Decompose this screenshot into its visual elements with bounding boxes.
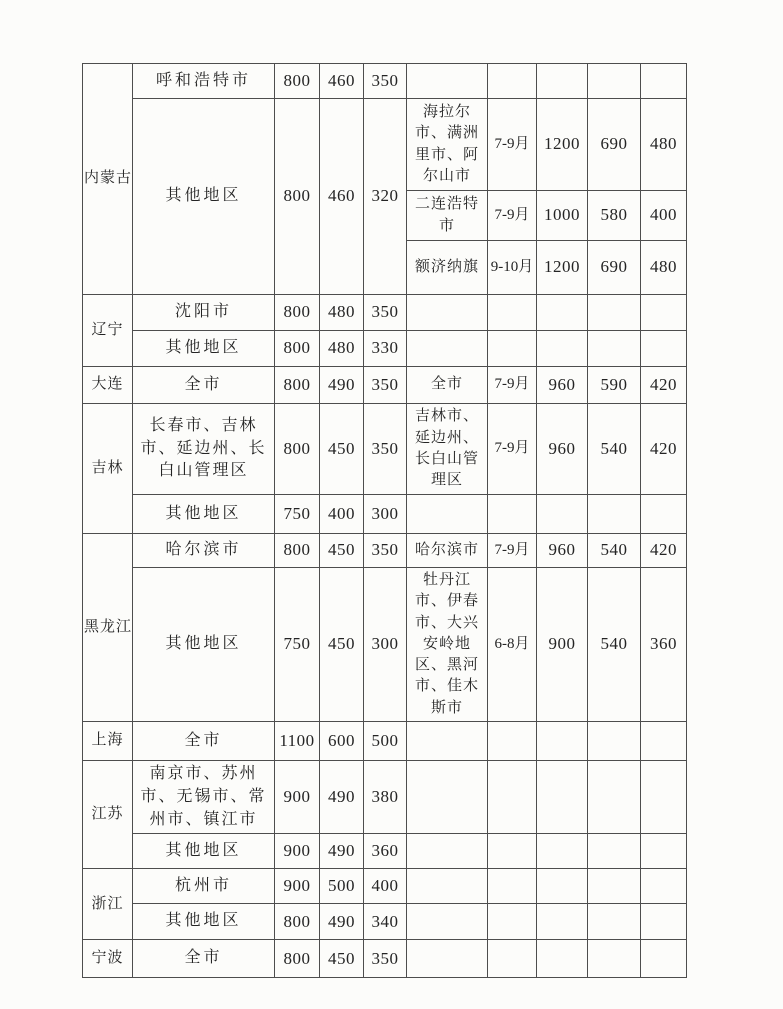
empty-cell [588, 64, 641, 99]
empty-cell [407, 722, 488, 761]
province-cell: 吉林 [83, 404, 133, 534]
empty-cell [537, 869, 588, 904]
region-cell: 其他地区 [133, 834, 275, 869]
empty-cell [641, 495, 687, 534]
price-cell: 450 [320, 940, 364, 978]
price-cell: 450 [320, 404, 364, 495]
province-cell: 辽宁 [83, 295, 133, 367]
price-cell: 490 [320, 834, 364, 869]
empty-cell [488, 834, 537, 869]
price-cell: 450 [320, 568, 364, 722]
peak-region-cell: 额济纳旗 [407, 241, 488, 295]
price-cell: 960 [537, 404, 588, 495]
province-cell: 浙江 [83, 869, 133, 940]
empty-cell [588, 834, 641, 869]
empty-cell [407, 869, 488, 904]
empty-cell [407, 940, 488, 978]
price-cell: 330 [364, 331, 407, 367]
table-row [83, 99, 687, 191]
empty-cell [488, 331, 537, 367]
price-cell: 800 [275, 940, 320, 978]
season-cell: 7-9月 [488, 404, 537, 495]
price-cell: 800 [275, 367, 320, 404]
empty-cell [588, 761, 641, 834]
price-cell: 1200 [537, 241, 588, 295]
region-cell: 哈尔滨市 [133, 534, 275, 568]
table-row [83, 940, 687, 978]
empty-cell [588, 869, 641, 904]
price-cell: 360 [364, 834, 407, 869]
province-cell: 黑龙江 [83, 534, 133, 722]
price-cell: 800 [275, 904, 320, 940]
empty-cell [641, 295, 687, 331]
empty-cell [537, 834, 588, 869]
season-cell: 7-9月 [488, 534, 537, 568]
price-cell: 480 [641, 99, 687, 191]
empty-cell [641, 834, 687, 869]
price-cell: 350 [364, 367, 407, 404]
province-cell: 江苏 [83, 761, 133, 869]
empty-cell [407, 64, 488, 99]
region-cell: 全市 [133, 940, 275, 978]
price-cell: 350 [364, 940, 407, 978]
price-cell: 540 [588, 568, 641, 722]
price-cell: 580 [588, 191, 641, 241]
empty-cell [488, 64, 537, 99]
price-cell: 350 [364, 534, 407, 568]
price-cell: 460 [320, 64, 364, 99]
empty-cell [588, 295, 641, 331]
table-row [83, 295, 687, 331]
peak-region-cell: 全市 [407, 367, 488, 404]
price-cell: 460 [320, 99, 364, 295]
empty-cell [588, 722, 641, 761]
table-row [83, 568, 687, 722]
region-cell: 长春市、吉林市、延边州、长白山管理区 [133, 404, 275, 495]
season-cell: 9-10月 [488, 241, 537, 295]
table-row [83, 404, 687, 495]
empty-cell [641, 904, 687, 940]
table-row [83, 904, 687, 940]
price-cell: 490 [320, 904, 364, 940]
empty-cell [407, 495, 488, 534]
peak-region-cell: 牡丹江市、伊春市、大兴安岭地区、黑河市、佳木斯市 [407, 568, 488, 722]
province-cell: 宁波 [83, 940, 133, 978]
empty-cell [537, 722, 588, 761]
rate-table [82, 63, 687, 978]
empty-cell [488, 761, 537, 834]
price-cell: 350 [364, 295, 407, 331]
price-cell: 350 [364, 404, 407, 495]
price-cell: 690 [588, 99, 641, 191]
table-row [83, 869, 687, 904]
empty-cell [641, 940, 687, 978]
empty-cell [641, 722, 687, 761]
price-cell: 900 [275, 761, 320, 834]
price-cell: 800 [275, 99, 320, 295]
empty-cell [488, 295, 537, 331]
peak-region-cell: 二连浩特市 [407, 191, 488, 241]
empty-cell [641, 761, 687, 834]
price-cell: 540 [588, 534, 641, 568]
price-cell: 900 [537, 568, 588, 722]
empty-cell [488, 904, 537, 940]
region-cell: 其他地区 [133, 904, 275, 940]
table-row [83, 834, 687, 869]
table-row [83, 495, 687, 534]
price-cell: 800 [275, 534, 320, 568]
price-cell: 960 [537, 534, 588, 568]
price-cell: 750 [275, 568, 320, 722]
region-cell: 沈阳市 [133, 295, 275, 331]
empty-cell [407, 295, 488, 331]
empty-cell [537, 904, 588, 940]
empty-cell [488, 869, 537, 904]
empty-cell [537, 64, 588, 99]
price-cell: 1100 [275, 722, 320, 761]
empty-cell [641, 869, 687, 904]
price-cell: 800 [275, 404, 320, 495]
price-cell: 420 [641, 534, 687, 568]
price-cell: 600 [320, 722, 364, 761]
empty-cell [537, 940, 588, 978]
region-cell: 其他地区 [133, 331, 275, 367]
region-cell: 全市 [133, 367, 275, 404]
price-cell: 340 [364, 904, 407, 940]
region-cell: 南京市、苏州市、无锡市、常州市、镇江市 [133, 761, 275, 834]
region-cell: 全市 [133, 722, 275, 761]
empty-cell [588, 940, 641, 978]
price-cell: 590 [588, 367, 641, 404]
province-cell: 大连 [83, 367, 133, 404]
region-cell: 其他地区 [133, 99, 275, 295]
price-cell: 480 [641, 241, 687, 295]
empty-cell [488, 940, 537, 978]
peak-region-cell: 海拉尔市、满洲里市、阿尔山市 [407, 99, 488, 191]
empty-cell [488, 495, 537, 534]
price-cell: 540 [588, 404, 641, 495]
region-cell: 其他地区 [133, 568, 275, 722]
peak-region-cell: 吉林市、延边州、长白山管理区 [407, 404, 488, 495]
price-cell: 1000 [537, 191, 588, 241]
table-row [83, 761, 687, 834]
season-cell: 7-9月 [488, 99, 537, 191]
empty-cell [537, 495, 588, 534]
region-cell: 其他地区 [133, 495, 275, 534]
empty-cell [488, 722, 537, 761]
price-cell: 900 [275, 869, 320, 904]
price-cell: 320 [364, 99, 407, 295]
empty-cell [407, 904, 488, 940]
empty-cell [407, 331, 488, 367]
price-cell: 450 [320, 534, 364, 568]
empty-cell [641, 64, 687, 99]
price-cell: 1200 [537, 99, 588, 191]
price-cell: 490 [320, 367, 364, 404]
price-cell: 800 [275, 64, 320, 99]
empty-cell [407, 761, 488, 834]
price-cell: 420 [641, 404, 687, 495]
price-cell: 900 [275, 834, 320, 869]
empty-cell [641, 331, 687, 367]
price-cell: 490 [320, 761, 364, 834]
season-cell: 7-9月 [488, 191, 537, 241]
empty-cell [537, 295, 588, 331]
season-cell: 7-9月 [488, 367, 537, 404]
price-cell: 400 [364, 869, 407, 904]
peak-region-cell: 哈尔滨市 [407, 534, 488, 568]
empty-cell [588, 495, 641, 534]
price-cell: 400 [320, 495, 364, 534]
empty-cell [407, 834, 488, 869]
season-cell: 6-8月 [488, 568, 537, 722]
price-cell: 800 [275, 331, 320, 367]
price-cell: 400 [641, 191, 687, 241]
rate-table-body [83, 64, 687, 978]
price-cell: 500 [364, 722, 407, 761]
price-cell: 750 [275, 495, 320, 534]
price-cell: 300 [364, 495, 407, 534]
empty-cell [537, 761, 588, 834]
region-cell: 呼和浩特市 [133, 64, 275, 99]
empty-cell [588, 904, 641, 940]
price-cell: 350 [364, 64, 407, 99]
price-cell: 360 [641, 568, 687, 722]
price-cell: 480 [320, 295, 364, 331]
price-cell: 420 [641, 367, 687, 404]
table-row [83, 534, 687, 568]
table-row [83, 367, 687, 404]
table-row [83, 722, 687, 761]
price-cell: 690 [588, 241, 641, 295]
price-cell: 300 [364, 568, 407, 722]
table-row [83, 331, 687, 367]
province-cell: 上海 [83, 722, 133, 761]
price-cell: 500 [320, 869, 364, 904]
price-cell: 960 [537, 367, 588, 404]
price-cell: 380 [364, 761, 407, 834]
table-row [83, 64, 687, 99]
price-cell: 800 [275, 295, 320, 331]
price-cell: 480 [320, 331, 364, 367]
empty-cell [588, 331, 641, 367]
empty-cell [537, 331, 588, 367]
region-cell: 杭州市 [133, 869, 275, 904]
province-cell: 内蒙古 [83, 64, 133, 295]
